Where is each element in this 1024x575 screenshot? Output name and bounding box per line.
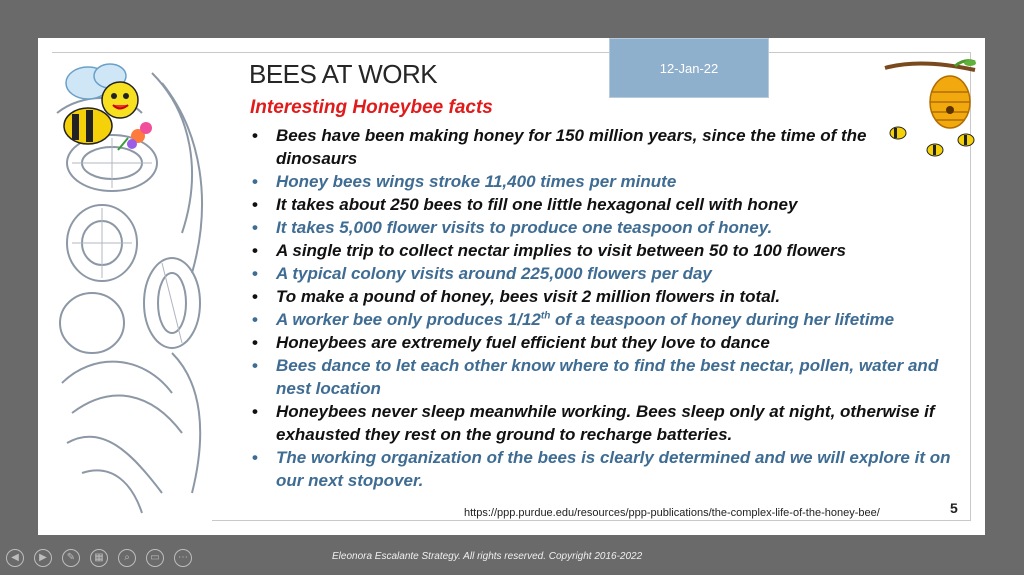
slide bbox=[38, 38, 985, 535]
bee-cartoon-icon bbox=[58, 58, 158, 153]
fact-item: • Bees have been making honey for 150 million years, since the time of the dinosaurs bbox=[252, 124, 952, 170]
fact-item: • It takes 5,000 flower visits to produce one teaspoon of honey. bbox=[252, 216, 952, 239]
fact-item: • Honey bees wings stroke 11,400 times per minute bbox=[252, 170, 952, 193]
fact-item: • The working organization of the bees is clearly determined and we will explore it on our next stopover. bbox=[252, 446, 952, 492]
fact-item: • Honeybees are extremely fuel efficient but they love to dance bbox=[252, 331, 952, 354]
pen-icon[interactable]: ✎ bbox=[62, 549, 80, 567]
date-box: 12-Jan-22 bbox=[609, 38, 769, 98]
subtitles-icon[interactable]: ▭ bbox=[146, 549, 164, 567]
slide-title: BEES AT WORK bbox=[249, 59, 438, 89]
facts-list bbox=[252, 124, 952, 492]
fact-item: • To make a pound of honey, bees visit 2 million flowers in total. bbox=[252, 285, 952, 308]
fact-item: • It takes about 250 bees to fill one little hexagonal cell with honey bbox=[252, 193, 952, 216]
fact-item: • Honeybees never sleep meanwhile working. Bees sleep only at night, otherwise if exhausted they rest on the ground to recharge batteries. bbox=[252, 400, 952, 446]
fact-text: A worker bee only produces 1/12 bbox=[276, 310, 541, 329]
fact-item: • A single trip to collect nectar implies to visit between 50 to 100 flowers bbox=[252, 239, 952, 262]
fact-superscript: th bbox=[540, 310, 551, 322]
fact-text: of a teaspoon of honey during her lifetime bbox=[550, 310, 895, 329]
slide-subtitle: Interesting Honeybee facts bbox=[250, 97, 493, 118]
fact-item: • A typical colony visits around 225,000 flowers per day bbox=[252, 262, 952, 285]
next-slide-icon[interactable]: ▶ bbox=[34, 549, 52, 567]
fact-item: • Bees dance to let each other know where to find the best nectar, pollen, water and nest location bbox=[252, 354, 952, 400]
footer-copyright: Eleonora Escalante Strategy. All rights reserved. Copyright 2016-2022 bbox=[332, 551, 643, 562]
source-link[interactable]: https://ppp.purdue.edu/resources/ppp-publications/the-complex-life-of-the-honey-bee/ bbox=[464, 507, 880, 519]
slides-grid-icon[interactable]: ▦ bbox=[90, 549, 108, 567]
fact-item-worker-bee bbox=[252, 308, 952, 331]
more-options-icon[interactable]: ⋯ bbox=[174, 549, 192, 567]
page-number: 5 bbox=[950, 500, 958, 516]
previous-slide-icon[interactable]: ◀ bbox=[6, 549, 24, 567]
zoom-icon[interactable]: ⌕ bbox=[118, 549, 136, 567]
